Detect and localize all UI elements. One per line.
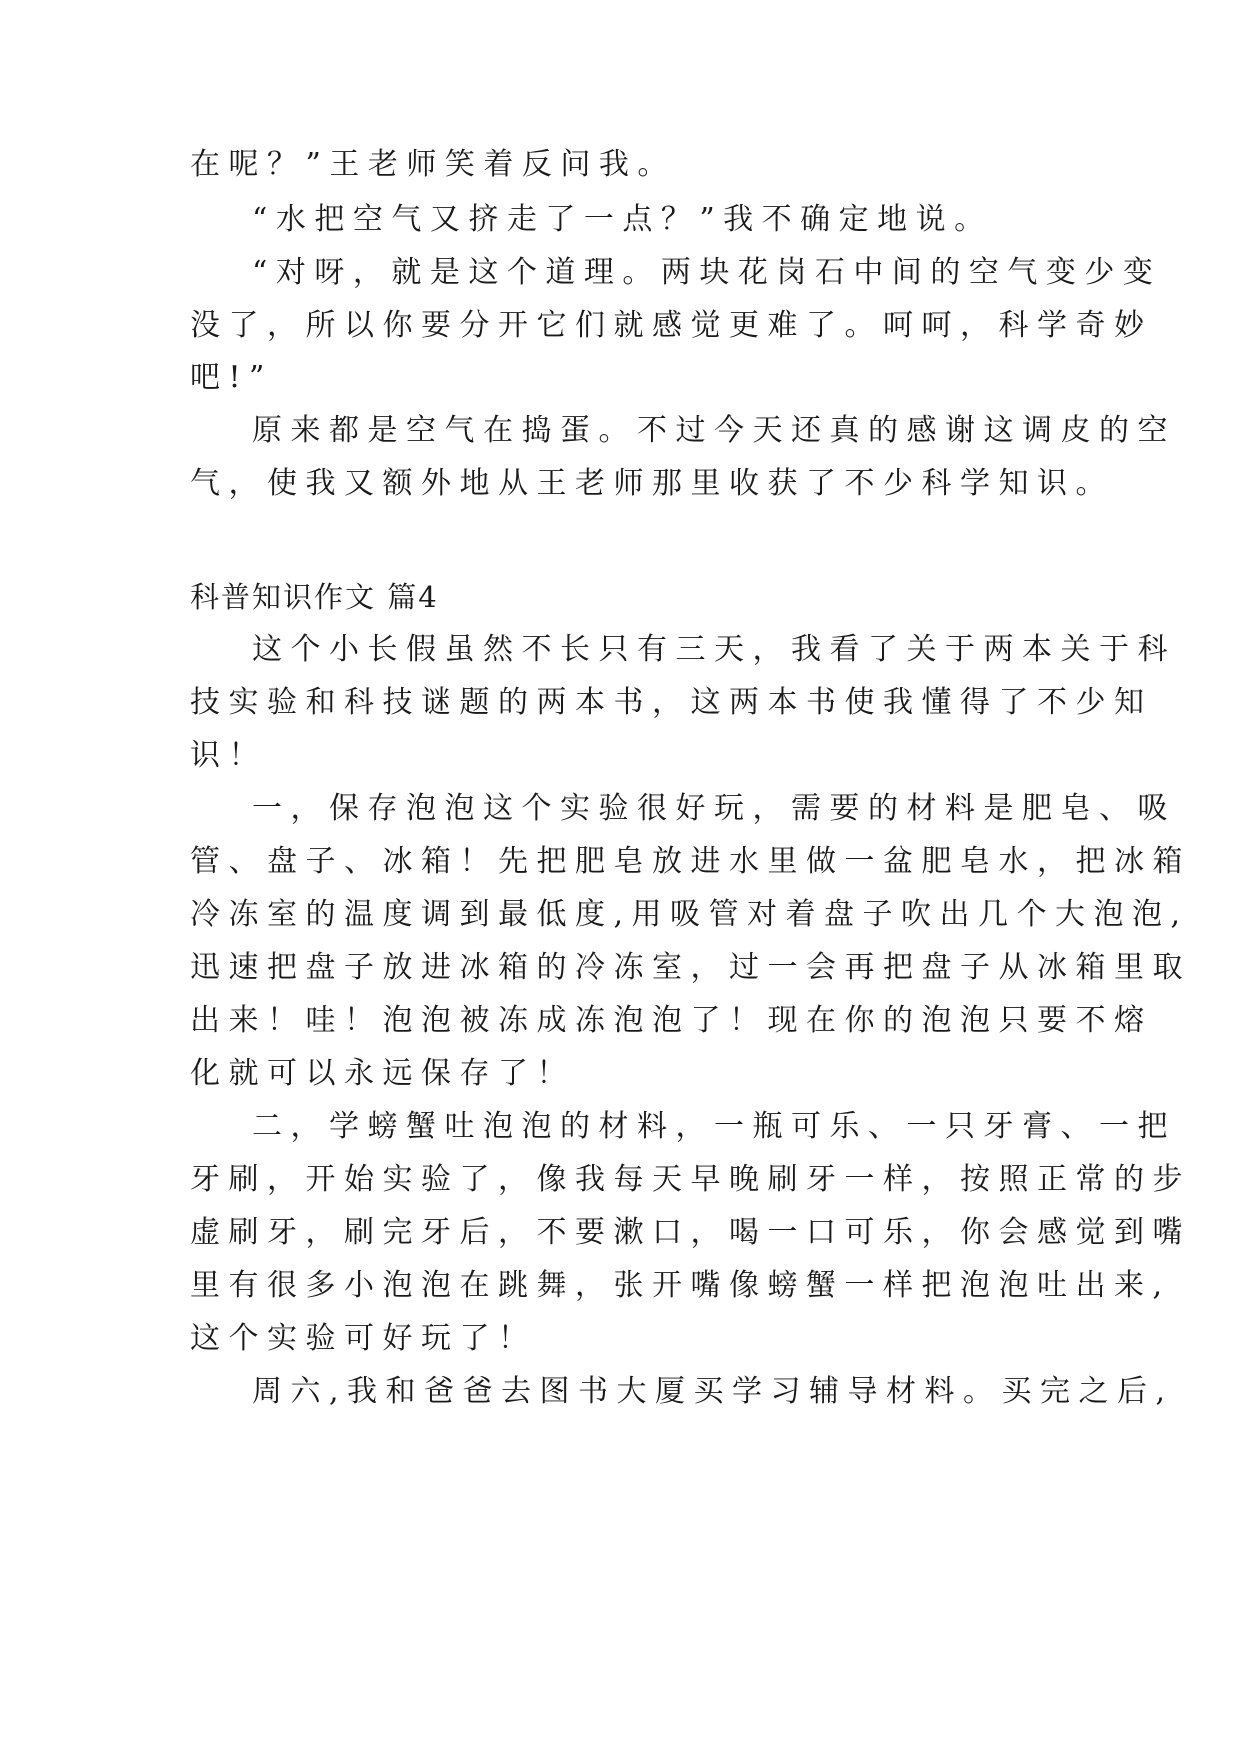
text-line: 迅速把盘子放进冰箱的冷冻室，过一会再把盘子从冰箱里取 <box>190 950 1191 985</box>
text-line: 出来！哇！泡泡被冻成冻泡泡了！现在你的泡泡只要不熔 <box>190 1003 1153 1038</box>
text-line: 识！ <box>190 738 267 773</box>
text-line: 二，学螃蟹吐泡泡的材料，一瓶可乐、一只牙膏、一把 <box>252 1109 1176 1144</box>
text-line: 虚刷牙，刷完牙后，不要漱口，喝一口可乐，你会感觉到嘴 <box>190 1215 1191 1250</box>
text-line: 管、盘子、冰箱！先把肥皂放进水里做一盆肥皂水，把冰箱 <box>190 844 1191 879</box>
text-line: 气，使我又额外地从王老师那里收获了不少科学知识。 <box>190 466 1114 501</box>
text-line: 一，保存泡泡这个实验很好玩，需要的材料是肥皂、吸 <box>252 791 1176 826</box>
text-line: “水把空气又挤走了一点？”我不确定地说。 <box>252 202 993 237</box>
section-heading: 科普知识作文 篇4 <box>190 580 439 614</box>
text-line: 原来都是空气在捣蛋。不过今天还真的感谢这调皮的空 <box>252 413 1176 448</box>
text-line: 牙刷，开始实验了，像我每天早晚刷牙一样，按照正常的步 <box>190 1162 1191 1197</box>
text-line: 里有很多小泡泡在跳舞，张开嘴像螃蟹一样把泡泡吐出来, <box>190 1268 1171 1303</box>
text-line: “对呀，就是这个道理。两块花岗石中间的空气变少变 <box>252 255 1162 290</box>
text-line: 这个实验可好玩了！ <box>190 1321 537 1356</box>
text-line: 技实验和科技谜题的两本书，这两本书使我懂得了不少知 <box>190 685 1153 720</box>
text-line: 周六,我和爸爸去图书大厦买学习辅导材料。买完之后, <box>252 1374 1174 1409</box>
text-line: 没了，所以你要分开它们就感觉更难了。呵呵，科学奇妙 <box>190 308 1153 343</box>
text-line: 吧!” <box>190 360 273 395</box>
text-line: 化就可以永远保存了！ <box>190 1056 575 1091</box>
text-line: 冷冻室的温度调到最低度,用吸管对着盘子吹出几个大泡泡, <box>190 897 1189 932</box>
text-line: 在呢？”王老师笑着反问我。 <box>190 147 676 182</box>
text-line: 这个小长假虽然不长只有三天，我看了关于两本关于科 <box>252 632 1176 667</box>
